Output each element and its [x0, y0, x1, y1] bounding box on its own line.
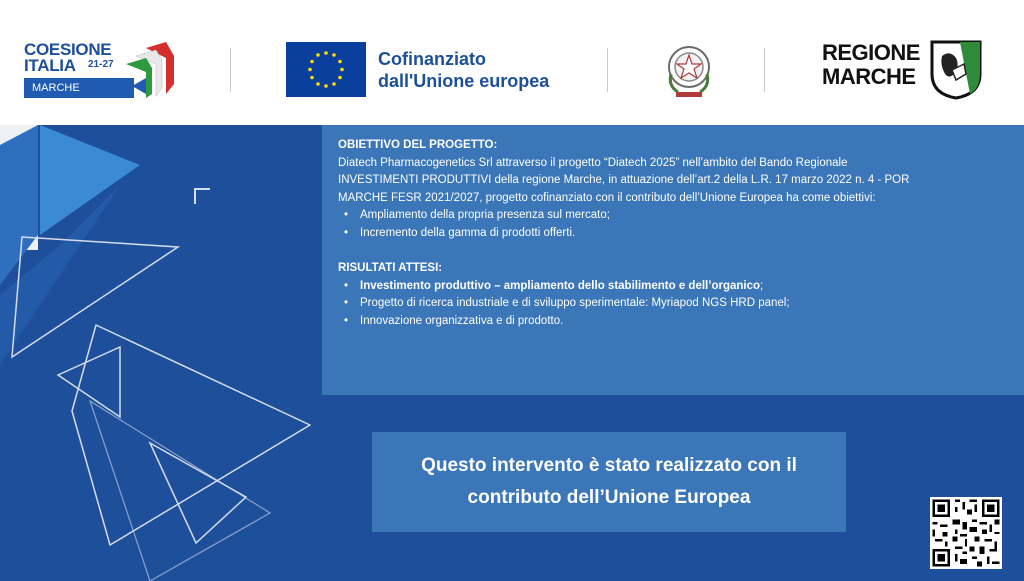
regione-label-line2: MARCHE — [822, 64, 916, 89]
header-divider — [607, 48, 608, 92]
coesione-region-bar — [24, 78, 134, 98]
project-description-panel — [322, 125, 1024, 395]
banner-line2: contributo dell’Unione Europea — [467, 487, 751, 508]
header-divider — [764, 48, 765, 92]
corner-bracket-icon — [194, 188, 210, 204]
coesione-title: COESIONE — [24, 40, 112, 59]
list-item: • Incremento della gamma di prodotti offerti. — [360, 225, 924, 243]
regione-marche-logo — [818, 38, 988, 104]
regione-marche-shield-icon — [930, 40, 982, 100]
eu-flag-icon — [286, 42, 366, 97]
eu-label-line1: Cofinanziato — [378, 49, 486, 69]
results-item-bold: Investimento produttivo – ampliamento dello stabilimento e dell’organico — [360, 279, 761, 292]
coesione-subtitle: ITALIA — [24, 56, 76, 75]
list-item: • Ampliamento della propria presenza sul mercato; — [360, 207, 924, 225]
regione-label-line1: REGIONE — [822, 40, 920, 65]
decorative-triangles — [0, 125, 330, 581]
logo-header — [0, 0, 1024, 125]
objective-list — [338, 207, 924, 242]
coesione-period: 21-27 — [88, 59, 114, 70]
list-item: • Progetto di ricerca industriale e di sviluppo sperimentale: Myriapod NGS HRD panel; — [360, 295, 924, 313]
list-item: • Innovazione organizzativa e di prodotto. — [360, 313, 924, 331]
results-list — [338, 278, 924, 331]
italian-republic-emblem-icon — [664, 40, 714, 100]
banner-line1: Questo intervento è stato realizzato con il — [421, 455, 797, 476]
eu-contribution-banner — [372, 432, 846, 532]
eu-cofinanced-label — [378, 48, 568, 92]
eu-label-line2: dall'Unione europea — [378, 71, 550, 91]
coesione-region-label: MARCHE — [32, 82, 80, 94]
coesione-italia-logo — [24, 40, 184, 100]
header-divider — [230, 48, 231, 92]
objective-paragraph: Diatech Pharmacogenetics Srl attraverso il progetto “Diatech 2025” nell’ambito del Bando Regionale INVESTIMENTI PRODUTTIVI della regione Marche, in attuazione dell’art.2 della L.R. 17 marzo 2022 n. 4 - POR MARCHE FESR 2021/2027, progetto cofinanziato con il contributo dell’Unione Europea ha come obiettivi: — [338, 156, 910, 204]
results-item-tail: ; — [760, 279, 764, 292]
results-heading: RISULTATI ATTESI: — [338, 262, 443, 274]
objective-heading: OBIETTIVO DEL PROGETTO: — [338, 139, 498, 151]
qr-code-icon[interactable] — [930, 497, 1002, 569]
list-item — [360, 278, 924, 296]
coesione-arrow-icon — [122, 42, 178, 98]
